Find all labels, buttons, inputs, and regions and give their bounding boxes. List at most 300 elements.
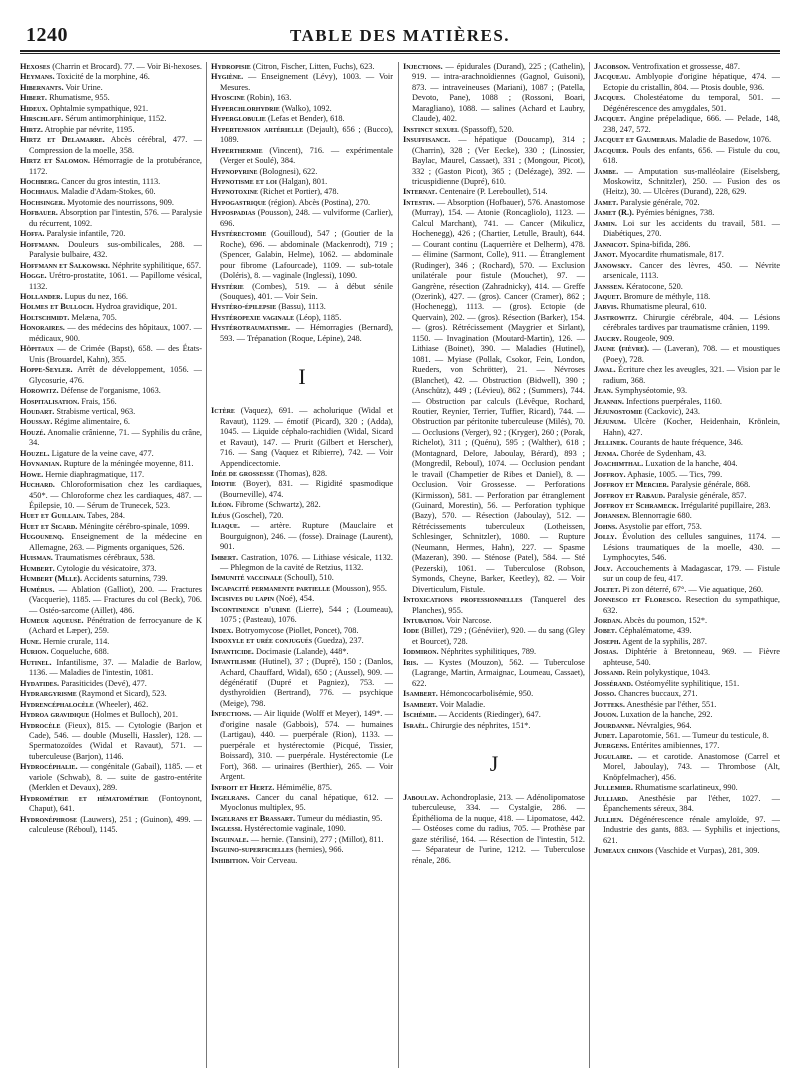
index-references: Ulcère (Kocher, Heidenhain, Krönlein, Hahn), 427. [603, 417, 780, 437]
index-term: Hugounenq. [20, 532, 64, 542]
index-term: Iliaque. [211, 521, 240, 531]
index-references: Pyémies bénignes, 738. [633, 208, 715, 218]
index-references: (Citron, Fischer, Litten, Fuchs), 623. [250, 62, 375, 71]
index-term: Intestin. [403, 197, 435, 207]
index-term: Intubation. [403, 616, 445, 626]
index-term: Houzel. [20, 448, 50, 458]
index-term: Jaucry. [594, 333, 622, 343]
index-references: (Robin), 163. [244, 93, 292, 103]
index-references: Myocardite rhumatismale, 817. [617, 250, 724, 260]
index-references: Défense de l'organisme, 1063. [58, 386, 161, 396]
index-references: Rhumatisme scarlatineux, 990. [632, 783, 738, 793]
index-term: Hibernants. [20, 82, 64, 92]
index-references: Maladie de Basedow, 1076. [677, 135, 772, 145]
index-term: Josias. [594, 647, 619, 657]
index-entry [594, 595, 780, 616]
index-references: — épidurales (Durand), 225 ; (Cathelin), 919. — intra-arachnoïdiennes (Gagnol, Guisoni), 873. — intraveineuses (Mariani), 1087 ; (Patella, Devoto, Pane), 1088 ; (Rossoni, Boari, Maragliano), 1088. — salines (Achard et Laubry, Claude), 402. [412, 62, 585, 124]
index-references: (Gouilloud), 547 ; (Goutier de la Roche), 696. — abdominale (Mackenrodt), 719 ; (Spencer, Galabin, Helme), 1062. — abdominale pour fibrome (Lafourcade), 1109. — sub-totale (Doléris), 8. — vaginale (Inglessi), 1090. [220, 229, 393, 281]
index-entry [20, 177, 202, 187]
index-references: (Bassu), 1113. [276, 302, 326, 312]
index-entry [211, 469, 393, 479]
index-term: Hypospadias [211, 208, 256, 218]
index-references: Asystolie par effort, 753. [617, 521, 702, 531]
index-references: Céphalématome, 439. [616, 626, 692, 636]
index-entry [20, 62, 202, 72]
index-references: Rupture de la méningée moyenne, 811. [61, 459, 194, 469]
index-references: (Lauwers), 251 ; (Guinon), 499. — calculeuse (Réboul), 1145. [29, 814, 202, 835]
index-references: Frais, 156. [79, 396, 117, 406]
index-entry [20, 397, 202, 407]
index-entry [594, 647, 780, 668]
index-term: Hydrocèle [20, 720, 61, 730]
index-term: Jellinek. [594, 438, 628, 448]
index-references: Paralysie générale, 857. [665, 490, 747, 500]
index-references: (Mousson), 955. [330, 583, 387, 593]
index-entry [403, 658, 585, 689]
index-term: Jamet (R.). [594, 208, 634, 218]
index-references: Abcès du poumon, 152*. [622, 616, 708, 626]
index-term: Hovnanian. [20, 459, 62, 469]
index-entry [20, 470, 202, 480]
index-term: Humbert. [20, 563, 55, 573]
index-entry [594, 417, 780, 438]
index-entry [594, 302, 780, 312]
index-references: Toxicité de la morphine, 46. [54, 72, 150, 82]
index-entry [211, 500, 393, 510]
index-term: Incontinence d'urine [211, 604, 291, 614]
index-references: — congénitale (Gabail), 1185. — et variole (Schwab), 8. — suite de gastro-entérite (Merklen et Devaux), 289. [29, 762, 202, 793]
index-term: Jacqueau. [594, 72, 631, 82]
index-entry [20, 585, 202, 616]
index-term: Immunité vaccinale [211, 573, 283, 583]
index-entry [20, 689, 202, 699]
index-term: Inglessi. [211, 824, 243, 834]
index-references: Bromure de méthyle, 118. [621, 291, 711, 301]
index-entry [594, 250, 780, 260]
index-entry [211, 93, 393, 103]
index-term: Hyperglobulie [211, 114, 266, 124]
index-references: Cholestéatome du temporal, 501. — Dégénérescence des amygdales, 501. [603, 93, 780, 113]
index-term: Iode [403, 626, 420, 636]
index-term: Javal. [594, 365, 616, 375]
index-entry [403, 616, 585, 626]
index-references: — Ablation (Galliot), 200. — Fractures (Vacquerie), 1185. — Fractures du col (Beck), 706. — Ostéo-sarcome (Aillet), 486. [29, 584, 202, 615]
index-term: Jourdanne. [594, 720, 635, 730]
index-references: Castration, 1076. — Lithiase vésicale, 1132. — Phlegmon de la cavité de Retzius, 1132. [220, 552, 393, 573]
index-term: Jouon. [594, 710, 619, 720]
index-term: Hutinel. [20, 657, 52, 667]
index-entry [594, 219, 780, 240]
index-references: Névralgies, 964. [634, 720, 692, 730]
index-term: Jéjunum. [594, 417, 626, 427]
index-term: Hochberg. [20, 176, 60, 186]
index-term: Internat. [403, 187, 438, 197]
index-references: Accidents saturnins, 739. [82, 574, 168, 584]
index-entry [20, 407, 202, 417]
index-term: Hypnotisme et loi [211, 176, 277, 186]
index-references: Hémorragie de la protubérance, 1172. [29, 156, 202, 176]
index-term: Ingelrans et Brassart. [211, 813, 296, 823]
index-term: Jotteks. [594, 699, 625, 709]
index-term: Hurion. [20, 647, 49, 657]
index-term: Jossand. [594, 668, 625, 678]
index-entry [594, 710, 780, 720]
index-entry [594, 72, 780, 93]
index-entry [594, 261, 780, 282]
index-entry [594, 334, 780, 344]
index-references: (région). Abcès (Postina), 270. [266, 197, 371, 207]
index-entry [594, 741, 780, 751]
index-references: Paralysie générale, 868. [668, 480, 751, 490]
index-entry [594, 731, 780, 741]
index-term: Joffroy et Schrameck. [594, 501, 679, 511]
index-term: Infections. [211, 709, 252, 719]
index-references: Achondroplasie, 213. — Adénolipomatose tuberculeuse, 334. — Cystalgie, 286. — Épithélioma de la nuque, 418. — Lipomatose, 442. — Ostéoses come du radius, 705. — Prothèse par gaze stérilisé, 164. — Résection de l'intestin, 512. — Séparateur de l'urine, 1212. — Tuberculose rénale, 286. [412, 793, 585, 865]
index-entry [20, 229, 202, 239]
index-term: Israël. [403, 720, 429, 730]
index-entry [594, 146, 780, 167]
index-term: Hideux. [20, 103, 48, 113]
index-term: Jaquet. [594, 291, 622, 301]
index-term: Jacques. [594, 93, 626, 103]
index-entry [20, 762, 202, 793]
index-term: Hypnopyrine [211, 166, 258, 176]
index-entry [20, 83, 202, 93]
index-term: Jullemier. [594, 783, 633, 793]
index-entry [20, 292, 202, 302]
index-entry [20, 574, 202, 584]
index-references: Botryomycose (Piollet, Poncet), 708. [233, 625, 359, 635]
index-references: — Enseignement (Lévy), 1003. — Voir Mesures. [220, 72, 393, 92]
index-term: Jean. [594, 386, 613, 396]
index-references: (Halgan), 801. [276, 176, 328, 186]
index-references: Cancer du canal hépatique, 612. — Myoclonus multiplex, 95. [220, 793, 393, 813]
index-references: Pénétration de ferrocyanure de K (Achard et Læper), 259. [29, 616, 202, 636]
index-term: Instinct sexuel [403, 124, 459, 134]
index-references: Hystérectomie vaginale, 1090. [242, 824, 346, 834]
index-entry [211, 584, 393, 594]
index-entry [20, 72, 202, 82]
index-term: Hyperthermie [211, 145, 263, 155]
index-entry [594, 292, 780, 302]
index-column-2 [211, 62, 393, 1068]
index-term: Hune. [20, 636, 42, 646]
index-term: Joseph. [594, 636, 621, 646]
index-term: Isambert. [403, 699, 438, 709]
index-entry [211, 146, 393, 167]
index-entry [403, 689, 585, 699]
index-references: (Noé), 454. [274, 594, 315, 604]
index-entry [20, 511, 202, 521]
index-entry [594, 637, 780, 647]
index-entry [594, 313, 780, 334]
index-entry [20, 710, 202, 720]
index-entry [20, 261, 202, 271]
index-references: Tumeur du médiastin, 95. [295, 813, 383, 823]
index-term: Jastrowitz. [594, 312, 638, 322]
index-references: Écriture chez les aveugles, 321. — Vision par le radium, 368. [603, 365, 780, 385]
index-entry [403, 62, 585, 125]
index-entry [20, 794, 202, 815]
index-term: Hoffmann. [20, 239, 60, 249]
index-references: (Holmes et Bulloch), 201. [89, 710, 178, 720]
index-term: Joachimthal. [594, 459, 644, 469]
index-term: Jarvis. [594, 302, 619, 312]
index-term: Ischémie. [403, 710, 437, 720]
index-entry [403, 125, 585, 135]
index-entry [211, 177, 393, 187]
index-entry [20, 532, 202, 553]
index-references: (Combes), 519. — à début sénile (Souques), 401. — Voir Sein. [220, 281, 393, 301]
index-entry [594, 407, 780, 417]
index-entry [211, 302, 393, 312]
index-references: — Air liquide (Wolff et Meyer), 149*. — d'origine nasale (Gabbois), 574. — humaines (Lartigau), 440. — puerpérale (Rion), 1133. — puerpérale et hystérectomie (Picqué, Tissier, Boissard), 310. — puerpérale. Hystérectomie (Le Fort), 368. — urinaires (Berthier), 265. — Voir Argent. [220, 709, 393, 782]
index-term: Hoppe-Seyler. [20, 365, 73, 375]
index-references: (Tanquerel des Planches), 955. [412, 595, 585, 615]
index-entry [594, 397, 780, 407]
index-entry [211, 229, 393, 281]
index-entry [211, 167, 393, 177]
index-references: Pi zon déterré, 67°. — Vie aquatique, 260. [620, 584, 764, 594]
index-references: Rhumatisme pleural, 610. [618, 302, 707, 312]
index-references: Hémoncocarbolisémie, 950. [437, 689, 534, 699]
index-entry [594, 365, 780, 386]
index-references: Voir Cerveau. [249, 855, 298, 865]
index-term: Hochhaus. [20, 187, 59, 197]
index-references: (Vaschide et Vurpas), 281, 309. [653, 845, 760, 855]
index-term: Janssen. [594, 281, 624, 291]
index-entry [20, 459, 202, 469]
index-term: Infanticide. [211, 646, 254, 656]
index-term: Hydrocéphalie. [20, 762, 78, 772]
index-entry [211, 553, 393, 574]
index-term: Hygiène. [211, 72, 244, 82]
index-references: (Lefas et Bender), 618. [265, 114, 345, 124]
index-term: Hystérie [211, 281, 244, 291]
index-references: Ventrofixation et grossesse, 487. [629, 62, 740, 71]
index-entry [20, 344, 202, 365]
index-entry [20, 522, 202, 532]
index-entry [20, 93, 202, 103]
index-term: Hollander. [20, 291, 63, 301]
index-references: (Schoull), 510. [282, 573, 334, 583]
index-term: Intoxications professionnelles [403, 595, 523, 605]
index-entry [594, 282, 780, 292]
index-references: Strabisme vertical, 963. [54, 406, 136, 416]
index-entry [211, 845, 393, 855]
index-term: Incisives du lapin [211, 594, 275, 604]
index-entry [211, 72, 393, 93]
index-term: Hexoses [20, 62, 51, 71]
index-references: Chirurgie des néphrites, 151*. [428, 720, 531, 730]
index-term: Julliard. [594, 793, 628, 803]
index-references: Voir Maladie. [437, 699, 486, 709]
index-entry [211, 406, 393, 469]
index-term: Johansen. [594, 511, 630, 521]
index-references: Anesthésie par l'éther, 551. [624, 699, 717, 709]
index-references: — de Crimée (Bapst), 658. — des États-Unis (Brouardel, Kahn), 355. [29, 344, 202, 364]
index-references: Kératocone, 520. [623, 281, 683, 291]
index-references: Infantilisme, 37. — Maladie de Barlow, 1136. — Maladies de l'intestin, 1081. [29, 657, 202, 678]
index-entry [594, 668, 780, 678]
index-entry [594, 198, 780, 208]
index-entry [594, 470, 780, 480]
index-entry [403, 198, 585, 595]
index-references: (Billet), 729 ; (Généviier), 920. — du sang (Gley et Bourcet), 728. [412, 626, 585, 646]
running-title: TABLE DES MATIÈRES. [289, 26, 511, 45]
index-references: Chancres buccaux, 271. [616, 689, 698, 699]
index-references: Hémimélie, 875. [274, 782, 332, 792]
index-entry [594, 438, 780, 448]
section-letter: I [298, 364, 306, 390]
index-term: Jullien. [594, 814, 624, 824]
index-entry [20, 700, 202, 710]
index-term: Hydrargyrisme [20, 689, 77, 699]
index-entry [211, 323, 393, 344]
index-term: Joffroy. [594, 469, 626, 479]
index-entry [20, 114, 202, 124]
index-references: Irrégularité pupillaire, 283. [678, 501, 771, 511]
index-entry [20, 386, 202, 396]
index-entry [211, 114, 393, 124]
index-entry [594, 585, 780, 595]
index-term: Humérus. [20, 584, 55, 594]
section-letter: J [489, 751, 499, 776]
index-term: Huchard. [20, 480, 55, 490]
index-references: Ophtalmie sympathique, 921. [47, 103, 149, 113]
index-term: Inguinale. [211, 834, 249, 844]
index-term: Ictère [211, 406, 235, 416]
index-term: Hystérectomie [211, 229, 267, 239]
index-term: Hystérotraumatisme. [211, 323, 291, 333]
index-entry [594, 700, 780, 710]
index-term: Hypogastrique [211, 197, 267, 207]
index-entry [20, 323, 202, 344]
index-references: Symphyséotomie, 93. [612, 386, 688, 396]
index-entry [211, 521, 393, 552]
index-term: Janot. [594, 250, 618, 260]
index-entry [20, 125, 202, 135]
index-entry [594, 616, 780, 626]
index-term: Hydatides. [20, 678, 60, 688]
index-term: Iodmiron. [403, 647, 439, 657]
index-entry [594, 532, 780, 563]
index-references: (Cackovic), 243. [642, 406, 700, 416]
index-term: Hirtz et Delamarre. [20, 135, 105, 145]
index-references: Anesthésie par l'éther, 1027. — Épanchements séreux, 384. [603, 793, 780, 814]
index-term: Hogge. [20, 271, 47, 281]
index-references: Sérum antimorphinique, 1152. [63, 114, 167, 124]
index-term: Jacquier. [594, 145, 629, 155]
index-entry [20, 658, 202, 679]
index-entry [20, 313, 202, 323]
index-references: Accouchements à Madagascar, 179. — Fistule sur un coup de feu, 417. [603, 563, 780, 584]
index-entry [20, 815, 202, 836]
index-entry [594, 491, 780, 501]
index-references: Dégénérescence rénale amyloïde, 97. — Industrie des gants, 883. — Syphilis et injections, 621. [603, 814, 780, 845]
index-term: Juergens. [594, 741, 630, 751]
column-divider [398, 62, 399, 1068]
index-references: Rougeole, 909. [621, 333, 675, 343]
index-term: Huet et Sicard. [20, 521, 78, 531]
index-references: Abcès cérébral, 477. — Compression de la moelle, 358. [29, 135, 202, 155]
index-entry [594, 564, 780, 585]
index-term: Janowsky. [594, 260, 632, 270]
index-term: Iris. [403, 657, 419, 667]
index-references: — Amputation sus-malléolaire (Eiselsberg, Moskowitz, Schnitzler), 250. — Fusion des os (Heitz), 30. — Ulcères (Durand), 228, 629. [603, 166, 780, 197]
index-term: Hospitalisation. [20, 396, 80, 406]
index-entry [211, 198, 393, 208]
index-term: Huet et Guillain. [20, 511, 86, 521]
index-entry [594, 449, 780, 459]
index-entry [594, 240, 780, 250]
index-entry [211, 835, 393, 845]
index-references: Luxation de la hanche, 292. [618, 710, 713, 720]
index-term: Humeur aqueuse. [20, 616, 84, 626]
index-references: Hydroa gravidique, 201. [93, 302, 178, 312]
index-references: Docimasie (Lalande), 448*. [253, 646, 349, 656]
index-term: Infantilisme [211, 657, 257, 667]
index-term: Hyperchlorhydrie [211, 103, 280, 113]
index-term: Hyoscine [211, 93, 245, 103]
index-term: Injections. [403, 62, 443, 71]
header-rule-double [20, 53, 780, 54]
index-references: Cancer des lèvres, 450. — Névrite arsenicale, 1113. [603, 260, 780, 281]
index-references: Courants de haute fréquence, 346. [627, 438, 744, 448]
index-references: (Dejault), 656 ; (Bucco), 1089. [220, 124, 393, 145]
index-references: (Hutinel), 37 ; (Dupré), 150 ; (Danlos, Achard, Chauffard, Widal), 650 ; (Aussel), 909. — dégénératif (Dupré et Pagniez), 753. — dysthyroïdien (Bertrand), 776. — psychique (Meige), 798. [220, 657, 393, 708]
index-entry [403, 647, 585, 657]
index-term: Holmes et Bulloch. [20, 302, 94, 312]
index-references: Douleurs sus-ombilicales, 288. — Paralysie bulbaire, 432. [29, 239, 202, 260]
index-entry [211, 479, 393, 500]
index-term: Horowitz. [20, 386, 59, 396]
index-entry [403, 710, 585, 720]
index-term: Jacobson. [594, 62, 630, 71]
index-references: Chirurgie cérébrale, 404. — Lésions cérébrales tardives par traumatisme crânien, 1199. [603, 312, 780, 333]
index-references: Chorée de Sydenham, 43. [618, 448, 707, 458]
index-term: Jumeaux chinois [594, 845, 654, 855]
index-term: Jacquet et Gaumerais. [594, 135, 678, 145]
index-entry [20, 240, 202, 261]
index-term: Joly. [594, 563, 613, 573]
index-entry [211, 783, 393, 793]
index-entry [20, 647, 202, 657]
index-term: Isambert. [403, 689, 438, 699]
index-entry [20, 553, 202, 563]
index-term: Jaboulay. [403, 793, 439, 802]
index-entry [594, 689, 780, 699]
index-entry [20, 480, 202, 511]
index-references: (Lierre), 544 ; (Loumeau), 1075 ; (Pasteau), 1076. [220, 604, 393, 625]
index-references: Resection du sympathique, 632. [603, 595, 780, 615]
index-term: Jambe. [594, 166, 619, 176]
index-references: (Walko), 1092. [279, 103, 332, 113]
index-term: Judet. [594, 731, 617, 740]
index-entry [20, 637, 202, 647]
index-term: Howe. [20, 469, 44, 479]
index-entry [594, 522, 780, 532]
index-references: Hernie crurale, 114. [41, 636, 110, 646]
index-term: Idée de grossesse [211, 468, 275, 478]
index-references: (Pousson), 248. — vulviforme (Carlier), 696. [220, 208, 393, 228]
index-term: Hydrencéphalocèle [20, 699, 94, 709]
index-column-4 [594, 62, 780, 1068]
index-entry [594, 626, 780, 636]
index-entry [594, 208, 780, 218]
index-references: (Wheeler), 462. [93, 699, 149, 709]
index-entry [211, 709, 393, 782]
